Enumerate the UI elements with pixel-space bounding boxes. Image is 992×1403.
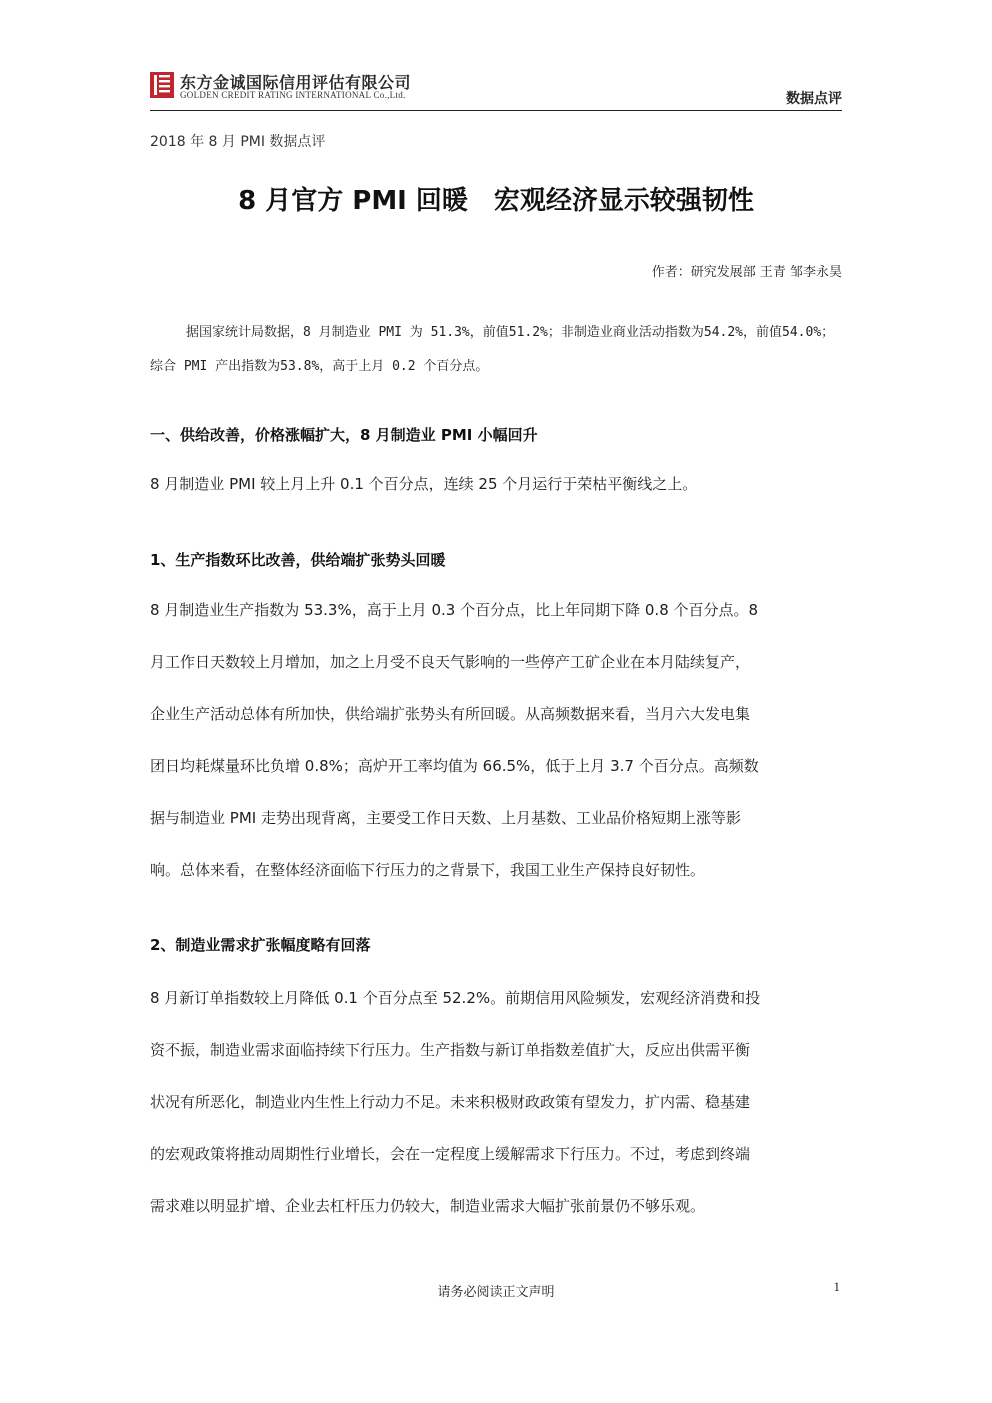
paragraph-line: 8 月新订单指数较上月降低 0.1 个百分点至 52.2%。前期信用风险频发，宏观经济消费和投 [150, 989, 761, 1007]
company-name-cn: 东方金诚国际信用评估有限公司 [180, 73, 412, 92]
paragraph-line: 企业生产活动总体有所加快，供给端扩张势头有所回暖。从高频数据来看，当月六大发电集 [150, 705, 751, 723]
document-kicker: 2018 年 8 月 PMI 数据点评 [150, 134, 326, 150]
paragraph-line: 团日均耗煤量环比负增 0.8%；高炉开工率均值为 66.5%，低于上月 3.7 个百分点。高频数 [150, 757, 759, 775]
lead-paragraph: 据国家统计局数据，8 月制造业 PMI 为 51.3%，前值51.2%；非制造业商业活动指数为54.2%，前值54.0%；综合 PMI 产出指数为53.8%，高于上月 0.2 个百分点。 [150, 325, 835, 374]
golden-credit-logo-icon [150, 72, 174, 98]
page-number: 1 [833, 1279, 840, 1294]
subsection-heading-demand: 2、制造业需求扩张幅度略有回落 [150, 936, 371, 954]
paragraph-line: 据与制造业 PMI 走势出现背离，主要受工作日天数、上月基数、工业品价格短期上涨等影 [150, 809, 741, 827]
paragraph-line: 的宏观政策将推动周期性行业增长，会在一定程度上缓解需求下行压力。不过，考虑到终端 [150, 1145, 751, 1163]
header-divider [150, 110, 842, 111]
section-summary: 8 月制造业 PMI 较上月上升 0.1 个百分点，连续 25 个月运行于荣枯平衡线之上。 [150, 475, 698, 493]
paragraph-line: 月工作日天数较上月增加，加之上月受不良天气影响的一些停产工矿企业在本月陆续复产， [150, 653, 751, 671]
company-name-en: GOLDEN CREDIT RATING INTERNATIONAL Co.,Ltd. [180, 90, 406, 100]
paragraph-line: 8 月制造业生产指数为 53.3%，高于上月 0.3 个百分点，比上年同期下降 0.8 个百分点。8 [150, 601, 759, 619]
footer-notice: 请务必阅读正文声明 [437, 1285, 555, 1300]
header-category-tag: 数据点评 [786, 91, 842, 107]
document-title: 8 月官方 PMI 回暖 宏观经济显示较强韧性 [238, 186, 754, 216]
paragraph-line: 响。总体来看，在整体经济面临下行压力的之背景下，我国工业生产保持良好韧性。 [150, 861, 706, 879]
section-heading-1: 一、供给改善，价格涨幅扩大，8 月制造业 PMI 小幅回升 [150, 426, 538, 444]
paragraph-line: 需求难以明显扩增、企业去杠杆压力仍较大，制造业需求大幅扩张前景仍不够乐观。 [150, 1197, 706, 1215]
paragraph-line: 状况有所恶化，制造业内生性上行动力不足。未来积极财政政策有望发力，扩内需、稳基建 [150, 1093, 751, 1111]
paragraph-demand [150, 972, 850, 1232]
paragraph-line: 资不振，制造业需求面临持续下行压力。生产指数与新订单指数差值扩大，反应出供需平衡 [150, 1041, 751, 1059]
author-line: 作者：研究发展部 王青 邹李永昊 [651, 265, 842, 280]
paragraph-production [150, 584, 850, 896]
subsection-heading-production: 1、生产指数环比改善，供给端扩张势头回暖 [150, 551, 446, 569]
